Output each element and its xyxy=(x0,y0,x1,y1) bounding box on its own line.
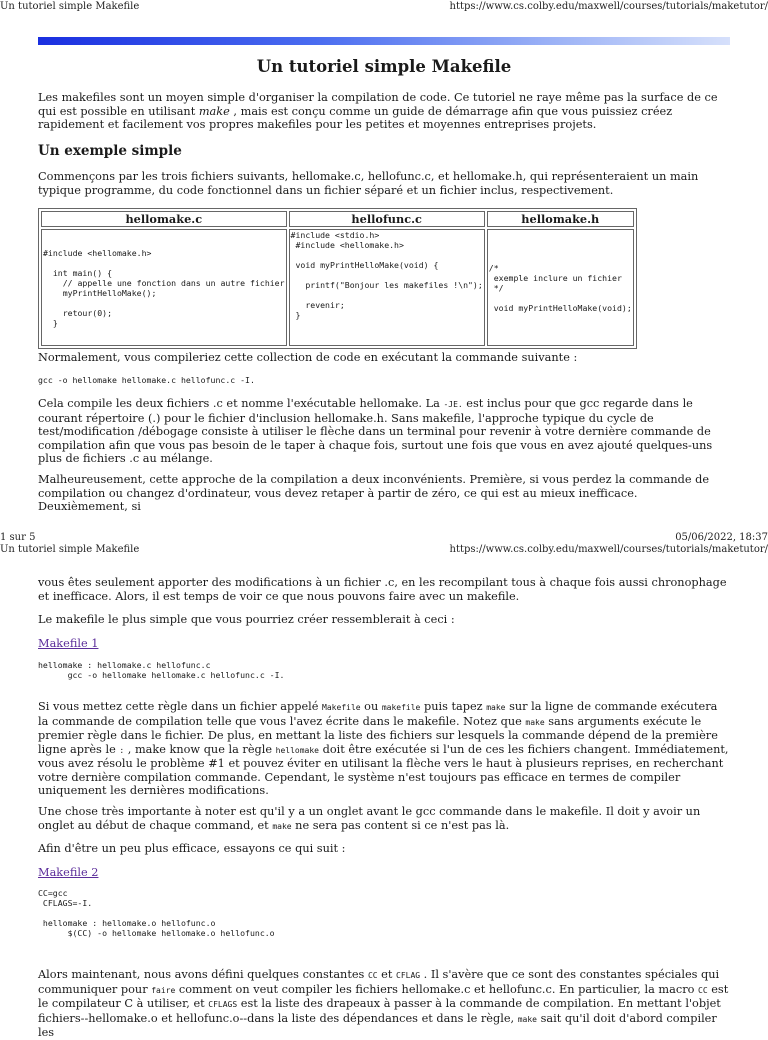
makefile-1-code: hellomake : hellomake.c hellofunc.c gcc -o hellomake hellomake.c hellofunc.c -I. xyxy=(38,660,285,680)
title-gradient-bar xyxy=(38,37,730,45)
table-header-hellofunc-c: hellofunc.c xyxy=(289,211,485,227)
makefile-1-link[interactable]: Makefile 1 xyxy=(38,637,99,650)
gcc-command: gcc -o hellomake hellomake.c hellofunc.c -I. xyxy=(38,375,255,385)
table-header-hellomake-h: hellomake.h xyxy=(487,211,634,227)
code-hellomake-c: #include <hellomake.h> int main() { // appelle une fonction dans un autre fichier myPrintHelloMake(); retour(0); } xyxy=(43,247,285,328)
files-table xyxy=(38,208,637,349)
constants-paragraph: Alors maintenant, nous avons défini quelques constantes CC et CFLAG . Il s'avère que ce sont des constantes spéciales qui communiquer pour faire comment on veut compiler les fichiers hellomake.c et hellofunc.c. En particulier, la macro CC est le compilateur C à utiliser, et CFLAGS est la liste des drapeaux à passer à la commande de compilation. En mettant l'objet fichiers--hellomake.o et hellofunc.o--dans la liste des dépendances et dans le règle, make sait qu'il doit d'abord compiler les xyxy=(38,968,729,1039)
efficient-paragraph: Afin d'être un peu plus efficace, essayons ce qui suit : xyxy=(38,842,346,855)
rule-paragraph: Si vous mettez cette règle dans un fichier appelé Makefile ou makefile puis tapez make sur la ligne de commande exécutera la commande de compilation telle que vous l'avez écrite dans le makefile. Notez que make sans arguments exécute le premier règle dans le fichier. De plus, en mettant la liste des fichiers sur lesquels la commande dépend de la première ligne après le : , make know que la règle hellomake doit être exécutée si l'un de ces les fichiers changent. Immédiatement, vous avez résolu le problème #1 et pouvez éviter en utilisant la flèche vers le haut à plusieurs reprises, en recherchant votre dernière compilation commande. Cependant, le système n'est toujours pas efficace en termes de compiler uniquement les dernières modifications. xyxy=(38,700,729,797)
print-header-url-page2: https://www.cs.colby.edu/maxwell/courses/tutorials/maketutor/ xyxy=(449,544,768,555)
makefile-2-code: CC=gcc CFLAGS=-I. hellomake : hellomake.o hellofunc.o $(CC) -o hellomake hellomake.o hellofunc.o xyxy=(38,888,275,938)
print-header-title: Un tutoriel simple Makefile xyxy=(0,1,140,12)
drawbacks-paragraph-part1: Malheureusement, cette approche de la compilation a deux inconvénients. Première, si vous perdez la commande de compilation ou changez d'ordinateur, vous devez retaper à partir de zéro, ce qui est au mieux inefficace. Deuxièmement, si xyxy=(38,473,710,513)
table-header-hellomake-c: hellomake.c xyxy=(41,211,287,227)
intro-paragraph: Les makefiles sont un moyen simple d'organiser la compilation de code. Ce tutoriel ne raye même pas la surface de ce qui est possible en utilisant make , mais est conçu comme un guide de démarrage afin que vous puissiez créez rapidement et facilement vos propres makefiles pour les petites et moyennes entreprises projets. xyxy=(38,91,718,131)
makefile-2-link[interactable]: Makefile 2 xyxy=(38,866,99,879)
page-title: Un tutoriel simple Makefile xyxy=(256,57,512,76)
compile-paragraph: Cela compile les deux fichiers .c et nomme l'exécutable hellomake. La -JE. est inclus pour que gcc regarde dans le courant répertoire (.) pour le fichier d'inclusion hellomake.h. Sans makefile, l'approche typique du cycle de test/modification /débogage consiste à utiliser le flèche dans un terminal pour revenir à votre dernière commande de compilation afin que vous pas besoin de le taper à chaque fois, surtout une fois que vous en avez ajouté quelques-uns plus de fichiers .c au mélange. xyxy=(38,397,713,465)
make-emphasis: make xyxy=(198,104,230,118)
inline-code-je: -JE. xyxy=(443,400,463,409)
files-paragraph: Commençons par les trois fichiers suivants, hellomake.c, hellofunc.c, et hellomake.h, qui représenteraient un main typique programme, du code fonctionnel dans un fichier séparé et un fichier inclus, respectivement. xyxy=(38,170,699,197)
drawbacks-paragraph-part2: vous êtes seulement apporter des modifications à un fichier .c, en les recompilant tous à chaque fois aussi chronophage et inefficace. Alors, il est temps de voir ce que nous pouvons faire avec un makefile. xyxy=(38,576,727,603)
print-footer-page: 1 sur 5 xyxy=(0,532,36,543)
print-header-title-page2: Un tutoriel simple Makefile xyxy=(0,544,140,555)
print-header-url: https://www.cs.colby.edu/maxwell/courses/tutorials/maketutor/ xyxy=(449,1,768,12)
print-footer-datetime: 05/06/2022, 18:37 xyxy=(675,532,768,543)
code-hellofunc-c: #include <stdio.h> #include <hellomake.h> void myPrintHelloMake(void) { printf("Bonjour les makefiles !\n"); revenir; } xyxy=(290,230,483,320)
tab-note-paragraph: Une chose très importante à noter est qu'il y a un onglet avant le gcc commande dans le makefile. Il doit y avoir un onglet au début de chaque command, et make ne sera pas content si ce n'est pas là. xyxy=(38,805,701,832)
code-hellomake-h: /* exemple inclure un fichier */ void myPrintHelloMake(void); xyxy=(488,262,632,313)
section-title: Un exemple simple xyxy=(38,143,182,159)
simplest-paragraph: Le makefile le plus simple que vous pourriez créer ressemblerait à ceci : xyxy=(38,613,455,626)
normally-paragraph: Normalement, vous compileriez cette collection de code en exécutant la commande suivante : xyxy=(38,351,578,364)
